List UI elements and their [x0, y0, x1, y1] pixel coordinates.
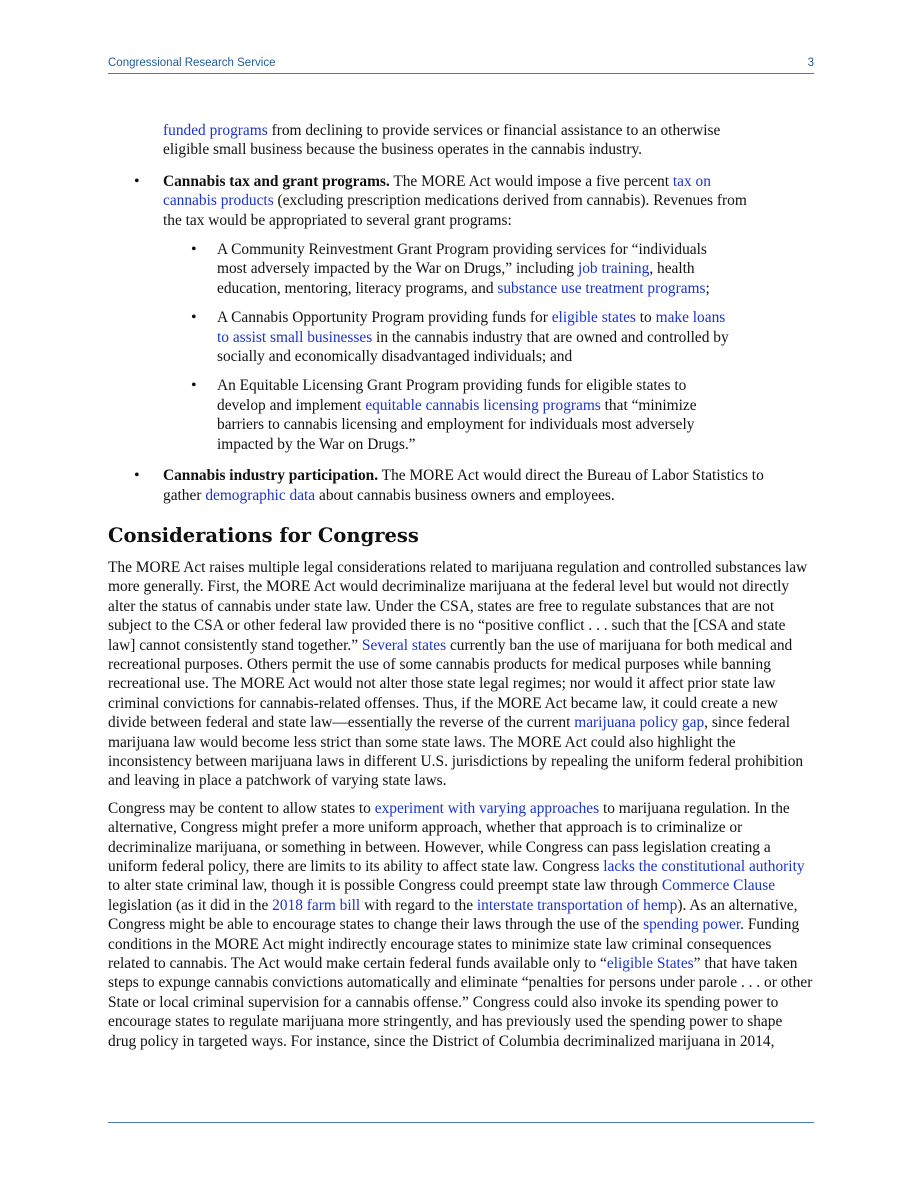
link-eligible-states[interactable]: eligible states	[551, 309, 636, 327]
page-number: 3	[807, 57, 814, 69]
paragraph-legal-considerations	[108, 558, 814, 791]
link-tax-on-cannabis-products[interactable]: tax on cannabis products	[163, 172, 711, 210]
text: , since federal marijuana law would become less strict than some state laws. The MORE Act could also highlight the inconsistency between marijuana laws in different U.S. jurisdictions by repealing the uniform federal prohibition and leaving in place a patchwork of varying state laws.	[108, 714, 804, 790]
text: ;	[705, 279, 710, 297]
text: . Funding conditions in the MORE Act might indirectly encourage states to minimize state law criminal consequences related to cannabis. The Act would make certain federal funds available only to “	[108, 916, 800, 973]
paragraph-congress-options	[108, 799, 814, 1051]
sub-bullet-community-reinvestment	[217, 240, 738, 298]
header-source: Congressional Research Service	[108, 57, 276, 69]
link-constitutional-authority[interactable]: lacks the constitutional authority	[603, 858, 805, 875]
link-demographic-data[interactable]: demographic data	[205, 486, 316, 504]
text: ” that have taken steps to expunge cannabis convictions automatically and eliminate “penalties for persons under parole . . . or other State or local criminal supervision for a cannabis offense.” Congress could also invoke its spending power to encourage states to regulate marijuana more stringently, and has previously used the spending power to shape drug policy in targeted ways. For instance, since the District of Columbia decriminalized marijuana in 2014,	[108, 955, 813, 1050]
text: currently ban the use of marijuana for both medical and recreational purposes. Others permit the use of some cannabis products for medical purposes while banning recreational use. The MORE Act would not alter those state legal regimes; nor would it affect prior state law criminal convictions for cannabis-related offenses. Thus, if the MORE Act became law, it could create a new divide between federal and state law—essentially the reverse of the current	[108, 636, 793, 732]
bullet-heading: Cannabis tax and grant programs.	[163, 172, 390, 190]
link-spending-power[interactable]: spending power	[643, 916, 741, 934]
link-funded-programs[interactable]: funded programs	[163, 122, 268, 139]
text: to	[635, 309, 656, 327]
sub-bullet-cannabis-opportunity	[217, 308, 738, 366]
link-equitable-licensing-programs[interactable]: equitable cannabis licensing programs	[365, 396, 601, 414]
text: that “minimize barriers to cannabis licensing and employment for individuals most adversely impacted by the War on Drugs.”	[217, 396, 697, 453]
text: (excluding prescription medications derived from cannabis). Revenues from the tax would be appropriated to several grant programs:	[163, 192, 747, 229]
bullet-cannabis-tax	[163, 172, 764, 230]
text: legislation (as it did in the	[108, 896, 273, 914]
text: Congress may be content to allow states to	[108, 799, 375, 817]
header-rule	[108, 73, 814, 74]
text: The MORE Act raises multiple legal considerations related to marijuana regulation and controlled substances law more generally. First, the MORE Act would decriminalize marijuana at the federal level but would not directly alter the status of cannabis under state law. Under the CSA, states are free to regulate substances that are not subject to the CSA or other federal law provided there is no “positive conflict . . . such that the [CSA and state law] cannot consistently stand together.”	[108, 558, 808, 654]
text: in the cannabis industry that are owned and controlled by socially and economically disadvantaged individuals; and	[217, 328, 729, 366]
text: about cannabis business owners and employees.	[315, 486, 615, 504]
link-job-training[interactable]: job training	[577, 260, 650, 278]
bullet-heading: Cannabis industry participation.	[163, 467, 379, 485]
section-heading: Considerations for Congress	[108, 523, 419, 547]
text: The MORE Act would direct the Bureau of Labor Statistics to gather	[163, 467, 764, 504]
bullet-industry-participation	[163, 466, 764, 505]
text: , health education, mentoring, literacy programs, and	[217, 260, 695, 297]
text: The MORE Act would impose a five percent	[389, 172, 673, 190]
text: An Equitable Licensing Grant Program providing funds for eligible states to develop and implement	[217, 377, 687, 414]
text: A Community Reinvestment Grant Program providing services for “individuals most adversely impacted by the War on Drugs,” including	[217, 241, 707, 278]
footer-rule	[108, 1122, 814, 1123]
text: from declining to provide services or financial assistance to an otherwise eligible small business because the business operates in the cannabis industry.	[163, 122, 721, 159]
link-make-loans[interactable]: make loans to assist small businesses	[217, 309, 726, 346]
link-commerce-clause[interactable]: Commerce Clause	[661, 877, 776, 895]
link-2018-farm-bill[interactable]: 2018 farm bill	[272, 896, 361, 914]
link-experiment-approaches[interactable]: experiment with varying approaches	[374, 799, 600, 817]
link-several-states[interactable]: Several states	[361, 636, 447, 654]
text: to marijuana regulation. In the alternative, Congress might prefer a more uniform approach, whether that approach is to criminalize or decriminalize marijuana, or something in between. However, while Congress can pass legislation creating a uniform federal policy, there are limits to its ability to affect state law. Congress	[108, 799, 790, 875]
link-interstate-hemp[interactable]: interstate transportation of hemp	[476, 896, 678, 914]
text: A Cannabis Opportunity Program providing funds for	[217, 309, 552, 327]
sub-bullet-equitable-licensing	[217, 376, 738, 454]
text: ). As an alternative, Congress might be able to encourage states to change their laws through the use of the	[108, 896, 798, 934]
text: to alter state criminal law, though it is possible Congress could preempt state law through	[108, 877, 662, 895]
text: with regard to the	[360, 896, 477, 914]
link-marijuana-policy-gap[interactable]: marijuana policy gap	[574, 714, 705, 732]
link-substance-use-treatment[interactable]: substance use treatment programs	[497, 279, 706, 297]
document-body	[108, 121, 814, 1059]
link-eligible-states-2[interactable]: eligible States	[606, 955, 694, 973]
continued-bullet-text	[163, 121, 759, 160]
